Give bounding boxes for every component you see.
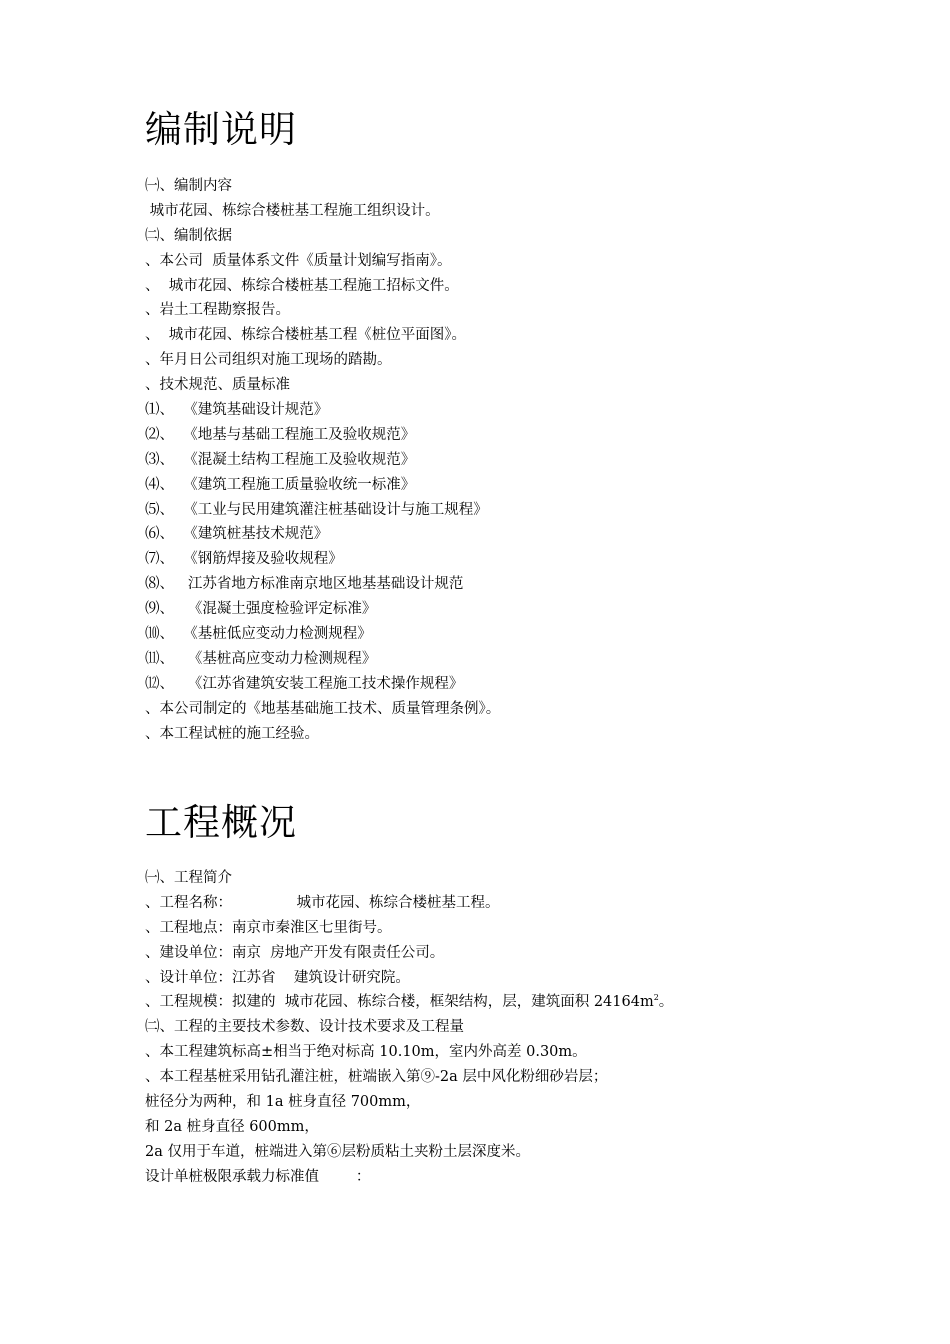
text-line: 、年月日公司组织对施工现场的踏勘。 [145, 352, 392, 369]
text-line: 、本工程基桩采用钻孔灌注桩，桩端嵌入第⑨-2a 层中风化粉细砂岩层； [145, 1069, 608, 1086]
text-line: ㈠、编制内容 [145, 178, 232, 194]
text-line: ⑺、 《钢筋焊接及验收规程》 [145, 551, 343, 568]
text-line: ⑼、 《混凝土强度检验评定标准》 [145, 601, 377, 618]
text-line: 、 城市花园、栋综合楼桩基工程《桩位平面图》。 [145, 327, 466, 344]
text-line: ⑷、 《建筑工程施工质量验收统一标准》 [145, 476, 416, 493]
text-line: 和 2a 桩身直径 600mm， [145, 1118, 319, 1135]
text-line: 、工程地点：南京市秦淮区七里街号。 [145, 919, 392, 936]
text-line: 、设计单位：江苏省 建筑设计研究院。 [145, 969, 410, 986]
text-line: ⑾、 《基桩高应变动力检测规程》 [145, 650, 377, 667]
area-unit-superscript: 2 [653, 993, 659, 1003]
text-line-building-area [145, 990, 845, 1015]
text-line: 设计单桩极限承载力标准值 ： [145, 1168, 371, 1185]
line-end-punctuation: 。 [658, 994, 674, 1011]
text-line: ⑻、 江苏省地方标准南京地区地基基础设计规范 [145, 576, 464, 593]
text-line: 、建设单位：南京 房地产开发有限责任公司。 [145, 944, 445, 961]
text-line: 桩径分为两种，和 1a 桩身直径 700mm， [145, 1094, 421, 1111]
text-line: ⑿、 《江苏省建筑安装工程施工技术操作规程》 [145, 675, 464, 692]
compilation-notes-body [145, 174, 845, 746]
text-line: ⑶、 《混凝土结构工程施工及验收规范》 [145, 451, 416, 468]
text-line: 城市花园、栋综合楼桩基工程施工组织设计。 [145, 202, 440, 219]
text-line: ㈠、工程简介 [145, 870, 232, 886]
text-line: 、工程名称： 城市花园、栋综合楼桩基工程。 [145, 894, 500, 911]
text-line: 、技术规范、质量标准 [145, 377, 290, 394]
section-heading-project-overview: 工程概况 [145, 801, 297, 844]
text-line: ⑵、 《地基与基础工程施工及验收规范》 [145, 426, 416, 443]
text-line: ⑸、 《工业与民用建筑灌注桩基础设计与施工规程》 [145, 501, 488, 518]
text-line: 、岩土工程勘察报告。 [145, 302, 290, 319]
text-line: ㈡、编制依据 [145, 227, 232, 244]
text-line: ⑴、 《建筑基础设计规范》 [145, 402, 329, 419]
building-area-text: 、工程规模：拟建的 城市花园、栋综合楼，框架结构，层，建筑面积 24164m [145, 994, 654, 1011]
text-line: 、本公司制定的《地基基础施工技术、质量管理条例》。 [145, 700, 501, 717]
text-line: ⑽、 《基桩低应变动力检测规程》 [145, 626, 372, 643]
text-line: 、本工程试桩的施工经验。 [145, 725, 319, 742]
text-line: ㈡、工程的主要技术参数、设计技术要求及工程量 [145, 1019, 464, 1036]
project-overview-body [145, 866, 845, 1190]
text-line: 2a 仅用于车道，桩端进入第⑥层粉质粘土夹粉土层深度米。 [145, 1143, 530, 1160]
text-line: ⑹、 《建筑桩基技术规范》 [145, 526, 329, 543]
text-line: 、 城市花园、栋综合楼桩基工程施工招标文件。 [145, 277, 459, 294]
text-line: 、本公司 质量体系文件《质量计划编写指南》。 [145, 252, 452, 269]
section-heading-compilation-notes: 编制说明 [145, 108, 297, 151]
text-line: 、本工程建筑标高±相当于绝对标高 10.10m，室内外高差 0.30m。 [145, 1044, 587, 1061]
